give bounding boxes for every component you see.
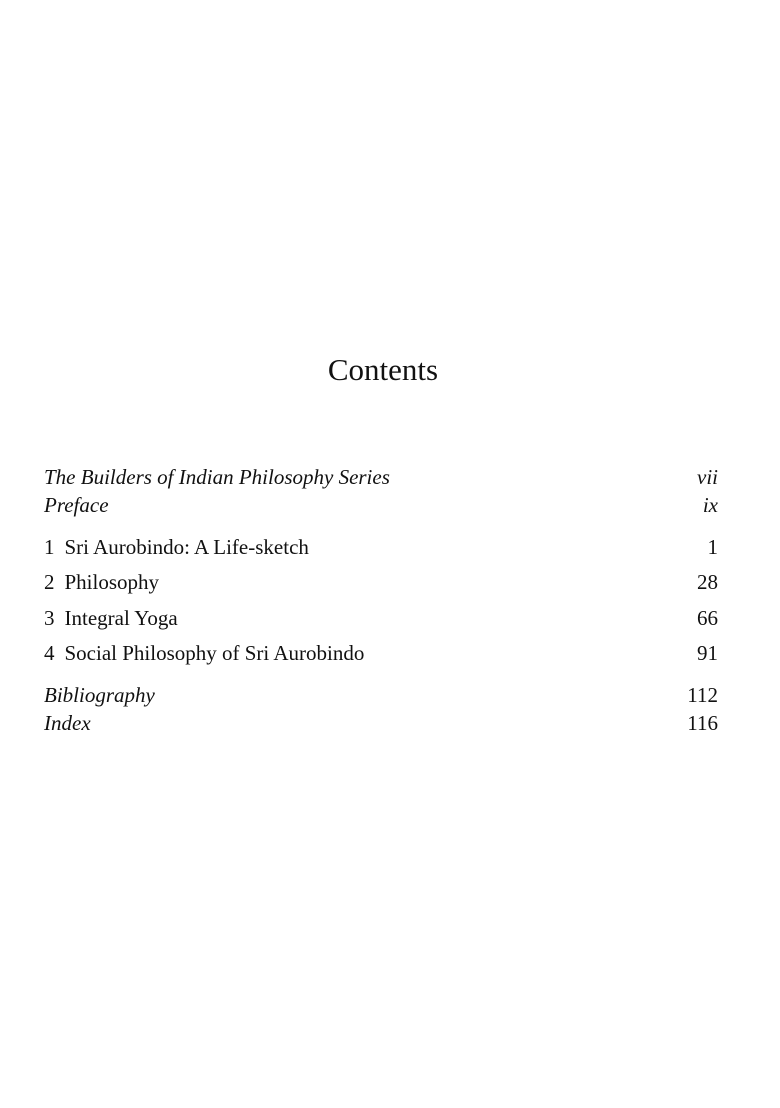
- chapter-number: 4: [44, 641, 55, 665]
- entry-page: 112: [687, 683, 718, 707]
- toc-entry: [44, 493, 718, 518]
- entry-page: 28: [697, 570, 718, 594]
- toc-entry: [44, 570, 718, 595]
- toc-entry: [44, 465, 718, 490]
- entry-page: vii: [697, 465, 718, 489]
- entry-page: 1: [707, 535, 718, 559]
- entry-label: Social Philosophy of Sri Aurobindo: [64, 641, 365, 665]
- entry-label: Philosophy: [64, 570, 160, 594]
- entry-page: 116: [687, 711, 718, 735]
- page-title: Contents: [327, 352, 439, 387]
- entry-label: Index: [44, 711, 91, 735]
- entry-label: Preface: [44, 493, 109, 517]
- entry-label: The Builders of Indian Philosophy Series: [44, 465, 390, 489]
- entry-page: 91: [697, 641, 718, 665]
- entry-page: ix: [702, 493, 718, 517]
- entry-label: Sri Aurobindo: A Life-sketch: [64, 535, 309, 559]
- chapter-number: 3: [44, 606, 55, 630]
- entry-label: Bibliography: [44, 683, 155, 707]
- entry-label: Integral Yoga: [64, 606, 178, 630]
- entry-page: 66: [697, 606, 718, 630]
- chapter-number: 2: [44, 570, 55, 594]
- toc-entry: [44, 711, 718, 736]
- toc-entry: [44, 683, 718, 708]
- toc-entry: [44, 535, 718, 560]
- toc-entry: [44, 641, 718, 666]
- toc-entry: [44, 606, 718, 631]
- chapter-number: 1: [44, 535, 55, 559]
